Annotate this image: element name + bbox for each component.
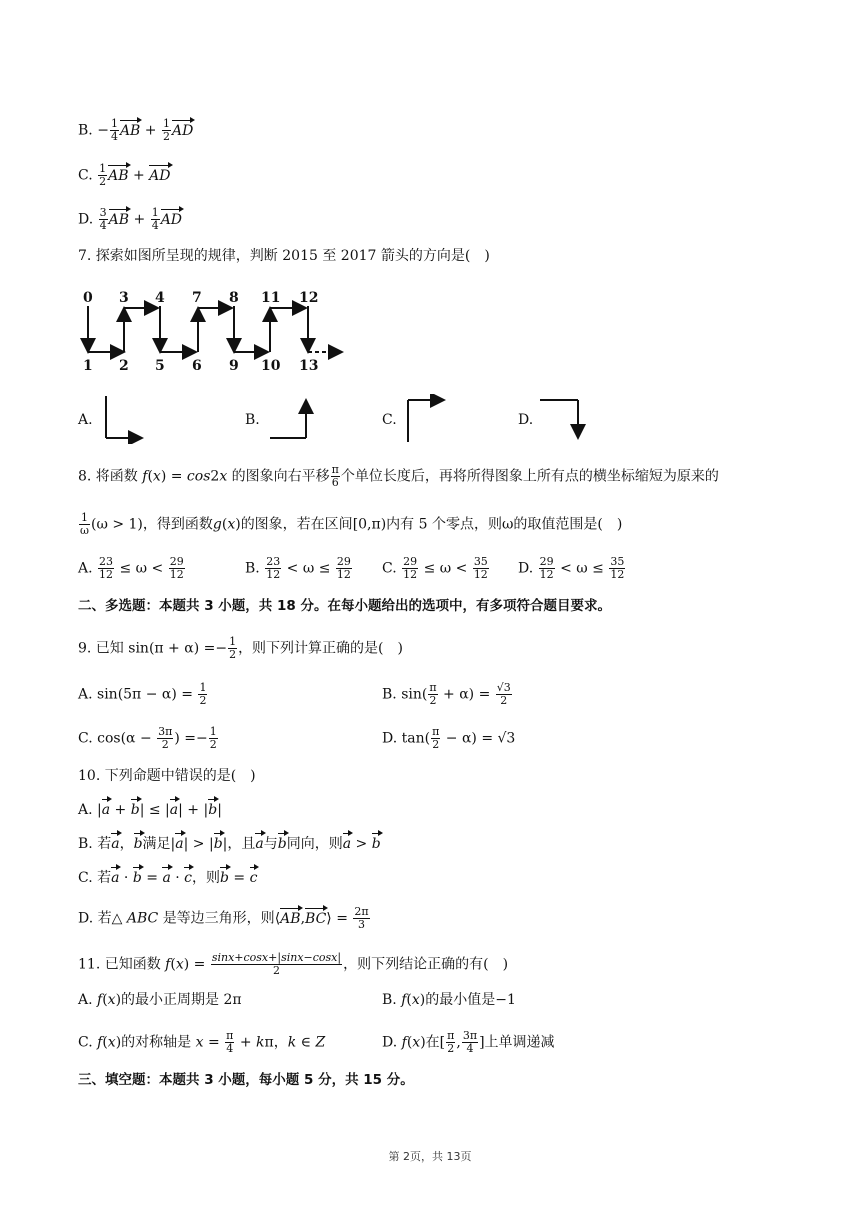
q7-top-number: 8 xyxy=(229,290,239,306)
q7-top-number: 7 xyxy=(192,290,202,306)
q7-stem: 7. 探索如图所呈现的规律，判断 2015 至 2017 箭头的方向是( ) xyxy=(78,248,490,264)
q7-bottom-number: 1 xyxy=(83,358,93,374)
q7-option-a-arrows xyxy=(100,394,150,444)
q11-option-c: C. f(x)的对称轴是 x = $\frac{\pi}{4}$ + kπ，k ∈ Z xyxy=(78,1029,326,1055)
q10-option-c: C. 若a · b = a · c，则b = c xyxy=(78,870,258,886)
q7-top-number: 0 xyxy=(83,290,93,306)
q6-option-b: B. − $\frac{1}{4}$ AB + $\frac{1}{2}$ AD xyxy=(78,117,194,143)
q7-arrow-pattern-figure xyxy=(78,288,368,376)
q11-stem: 11. 已知函数 f(x) = $\frac{\sin x+\cos x+|\sin x-\cos x|}{2}$ ，则下列结论正确的有( ) xyxy=(78,951,509,977)
q7-bottom-number: 6 xyxy=(192,358,202,374)
q9-option-b: B. sin( $\frac{\pi}{2}$ + α) = $\frac{√3}{2}$ xyxy=(382,681,511,707)
q11-option-a: A. f(x)的最小正周期是 2π xyxy=(78,992,242,1008)
q8-stem-line1: 8. 将函数 f(x) = cos2x 的图象向右平移 $\frac{\pi}{6}$ 个单位长度后，再将所得图象上所有点的横坐标缩短为原来的 xyxy=(78,463,719,489)
q7-bottom-number: 13 xyxy=(299,358,319,374)
q11-option-b: B. f(x)的最小值是−1 xyxy=(382,992,516,1008)
q9-stem: 9. 已知 sin(π + α) =− $\frac{1}{2}$ ，则下列计算正确的是( ) xyxy=(78,635,403,661)
page-footer: 第 2页，共 13页 xyxy=(388,1150,472,1163)
q9-option-d: D. tan( $\frac{\pi}{2}$ − α) = √3 xyxy=(382,725,516,751)
q7-bottom-number: 2 xyxy=(119,358,129,374)
q7-bottom-number: 5 xyxy=(155,358,165,374)
q10-option-b: B. 若a，b满足|a| > |b|，且a与b同向，则a > b xyxy=(78,836,381,852)
q7-top-number: 4 xyxy=(155,290,165,306)
q8-option-a: A. $\frac{23}{12}$ ≤ ω < $\frac{29}{12}$ xyxy=(78,555,184,581)
q8-stem-line2: $\frac{1}{\omega}$ (ω > 1)，得到函数g(x)的图象，若在区间[0,π)内有 5 个零点，则ω的取值范围是( ) xyxy=(80,511,623,537)
q10-stem: 10. 下列命题中错误的是( ) xyxy=(78,768,256,784)
q9-option-a: A. sin(5π − α) = $\frac{1}{2}$ xyxy=(78,681,207,707)
q7-option-c-label: C. xyxy=(382,412,397,428)
q7-bottom-number: 9 xyxy=(229,358,239,374)
q6-option-c: C. $\frac{1}{2}$ AB + AD xyxy=(78,162,171,188)
section-2-heading: 二、多选题：本题共 3 小题，共 18 分。在每小题给出的选项中，有多项符合题目要求。 xyxy=(78,598,611,614)
q7-option-d-arrows xyxy=(538,394,588,444)
q8-option-b: B. $\frac{23}{12}$ < ω ≤ $\frac{29}{12}$ xyxy=(245,555,351,581)
section-3-heading: 三、填空题：本题共 3 小题，每小题 5 分，共 15 分。 xyxy=(78,1072,414,1088)
q8-option-d: D. $\frac{29}{12}$ < ω ≤ $\frac{35}{12}$ xyxy=(518,555,625,581)
q7-option-b-arrows xyxy=(268,394,318,444)
q6-option-d: D. $\frac{3}{4}$ AB + $\frac{1}{4}$ AD xyxy=(78,206,183,232)
q7-top-number: 12 xyxy=(299,290,319,306)
q7-option-b-label: B. xyxy=(245,412,260,428)
q7-top-number: 3 xyxy=(119,290,129,306)
q7-bottom-number: 10 xyxy=(261,358,281,374)
q7-option-d-label: D. xyxy=(518,412,534,428)
q8-option-c: C. $\frac{29}{12}$ ≤ ω < $\frac{35}{12}$ xyxy=(382,555,488,581)
q7-top-number: 11 xyxy=(261,290,281,306)
q10-option-d: D. 若△ ABC 是等边三角形，则⟨AB,BC⟩ = $\frac{2\pi}{3}$ xyxy=(78,905,369,931)
q10-option-a: A. |a + b| ≤ |a| + |b| xyxy=(78,802,222,818)
q7-option-a-label: A. xyxy=(78,412,93,428)
q7-option-c-arrows xyxy=(400,394,450,444)
q9-option-c: C. cos(α − $\frac{3\pi}{2}$ ) =− $\frac{1}{2}$ xyxy=(78,725,217,751)
q11-option-d: D. f(x)在[ $\frac{\pi}{2}$ , $\frac{3\pi}{4}$ ]上单调递减 xyxy=(382,1029,555,1055)
